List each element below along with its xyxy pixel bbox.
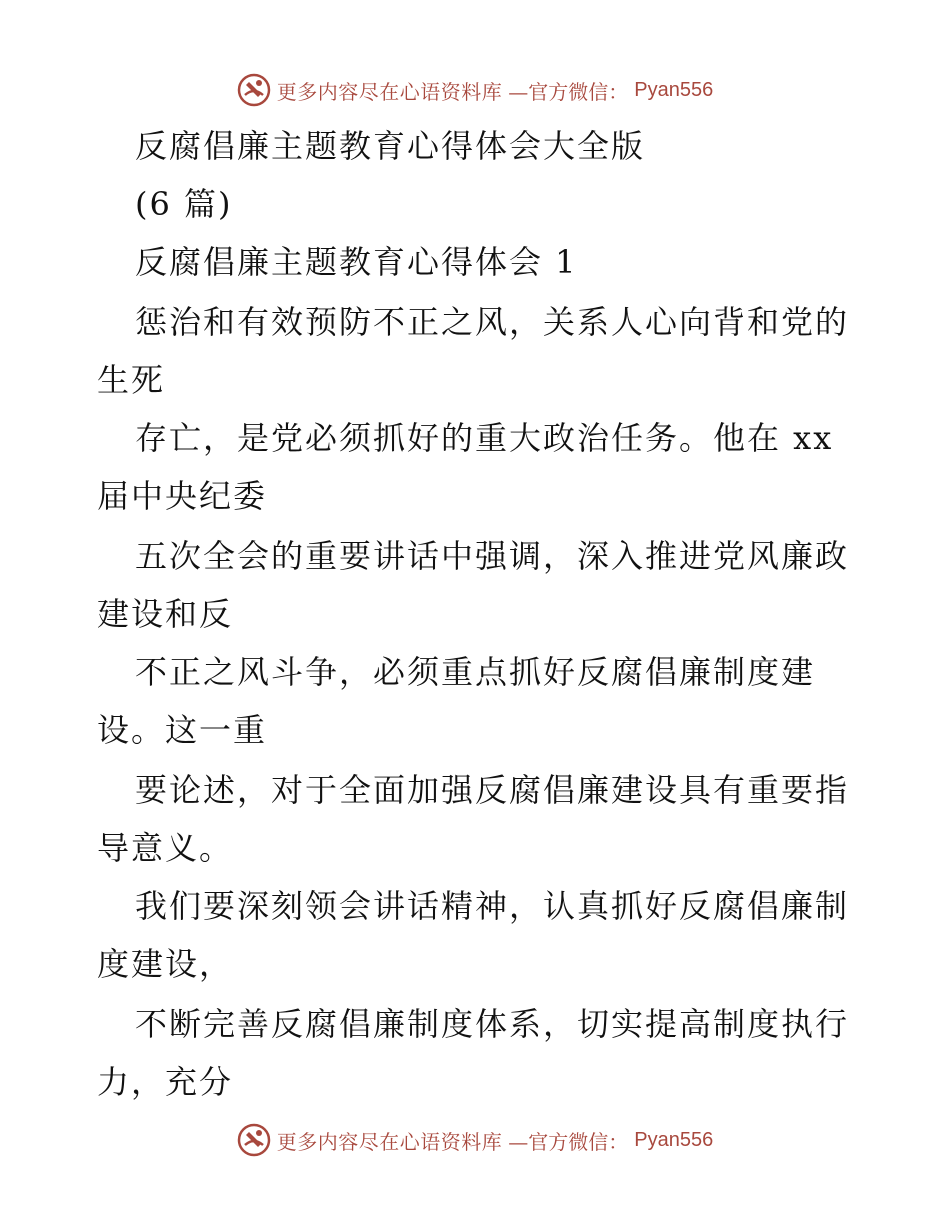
paragraph-line: 惩治和有效预防不正之风，关系人心向背和党的	[135, 303, 850, 341]
paragraph-line: 不正之风斗争，必须重点抓好反腐倡廉制度建	[135, 653, 816, 691]
section-heading: 反腐倡廉主题教育心得体会 1	[135, 243, 578, 281]
paragraph-line: 届中央纪委	[97, 477, 268, 515]
paragraph-line: 生死	[97, 361, 166, 399]
quill-book-logo-icon	[237, 73, 271, 107]
paragraph-line: 导意义。	[97, 829, 234, 867]
paragraph-line: 建设和反	[97, 595, 234, 633]
banner-text: 更多内容尽在心语资料库	[276, 79, 503, 104]
paragraph-line: 设。这一重	[97, 711, 268, 749]
paragraph-line: 度建设，	[97, 945, 234, 983]
paragraph-line: 我们要深刻领会讲话精神，认真抓好反腐倡廉制	[135, 887, 850, 925]
banner-brand: Pyan556	[634, 78, 714, 101]
banner-separator: —官方微信：	[508, 1129, 629, 1154]
paragraph-line: 要论述，对于全面加强反腐倡廉建设具有重要指	[135, 771, 850, 809]
banner-text: 更多内容尽在心语资料库	[276, 1129, 503, 1154]
header-banner	[0, 70, 950, 110]
paragraph-line: 五次全会的重要讲话中强调，深入推进党风廉政	[135, 537, 850, 575]
paragraph-line: 力，充分	[97, 1063, 234, 1101]
footer-banner	[0, 1120, 950, 1160]
banner-brand: Pyan556	[634, 1128, 714, 1151]
document-title-line-1: 反腐倡廉主题教育心得体会大全版	[135, 127, 646, 165]
banner-separator: —官方微信：	[508, 79, 629, 104]
paragraph-line: 不断完善反腐倡廉制度体系，切实提高制度执行	[135, 1005, 850, 1043]
paragraph-line: 存亡，是党必须抓好的重大政治任务。他在 xx	[135, 419, 834, 457]
document-title-line-2: (6 篇)	[135, 185, 233, 223]
quill-book-logo-icon	[237, 1123, 271, 1157]
